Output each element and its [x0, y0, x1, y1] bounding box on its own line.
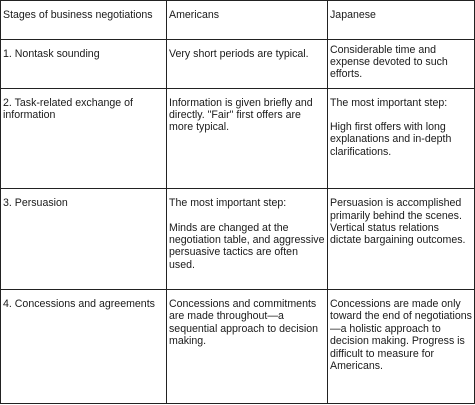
stage-cell	[1, 189, 167, 290]
americans-text-lead: The most important step:	[169, 197, 287, 210]
americans-cell	[167, 88, 328, 189]
table-header-row	[1, 1, 475, 40]
japanese-cell	[328, 290, 475, 404]
header-japanese	[328, 1, 475, 40]
header-japanese-text: Japanese	[330, 9, 376, 21]
header-stages-text: Stages of business negotiations	[3, 9, 153, 21]
header-americans-text: Americans	[169, 9, 220, 21]
stage-text: 3. Persuasion	[3, 197, 68, 210]
stage-text: 4. Concessions and agreements	[3, 298, 155, 310]
americans-text: Information is given briefly and directly. "Fair" first offers are more typical.	[169, 96, 313, 134]
japanese-text: Concessions are made only toward the end of negotiations—a holistic approach to decision making. Progress is difficult to measure for Americans.	[330, 298, 472, 373]
japanese-cell	[328, 39, 475, 88]
japanese-text: Persuasion is accomplished primarily behind the scenes. Vertical status relations dictate bargaining outcomes.	[330, 197, 466, 247]
table-row	[1, 290, 475, 404]
americans-cell	[167, 39, 328, 88]
header-americans	[167, 1, 328, 40]
table-row	[1, 88, 475, 189]
table-row	[1, 39, 475, 88]
japanese-text-lead: The most important step:	[330, 96, 448, 109]
japanese-text: Considerable time and expense devoted to such efforts.	[330, 43, 448, 81]
stage-text: 1. Nontask sounding	[3, 47, 100, 60]
japanese-cell	[328, 88, 475, 189]
americans-text: Very short periods are typical.	[169, 47, 309, 60]
americans-cell	[167, 189, 328, 290]
japanese-cell	[328, 189, 475, 290]
stage-text: 2. Task-related exchange of information	[3, 96, 133, 121]
stage-cell	[1, 88, 167, 189]
americans-cell	[167, 290, 328, 404]
americans-text: Concessions and commitments are made throughout—a sequential approach to decision making.	[169, 298, 319, 348]
stage-cell	[1, 290, 167, 404]
japanese-text: High first offers with long explanations and in-depth clarifications.	[330, 120, 452, 158]
table-row	[1, 189, 475, 290]
header-stages	[1, 1, 167, 40]
americans-text: Minds are changed at the negotiation table, and aggressive persuasive tactics are often used.	[169, 221, 325, 271]
stage-cell	[1, 39, 167, 88]
